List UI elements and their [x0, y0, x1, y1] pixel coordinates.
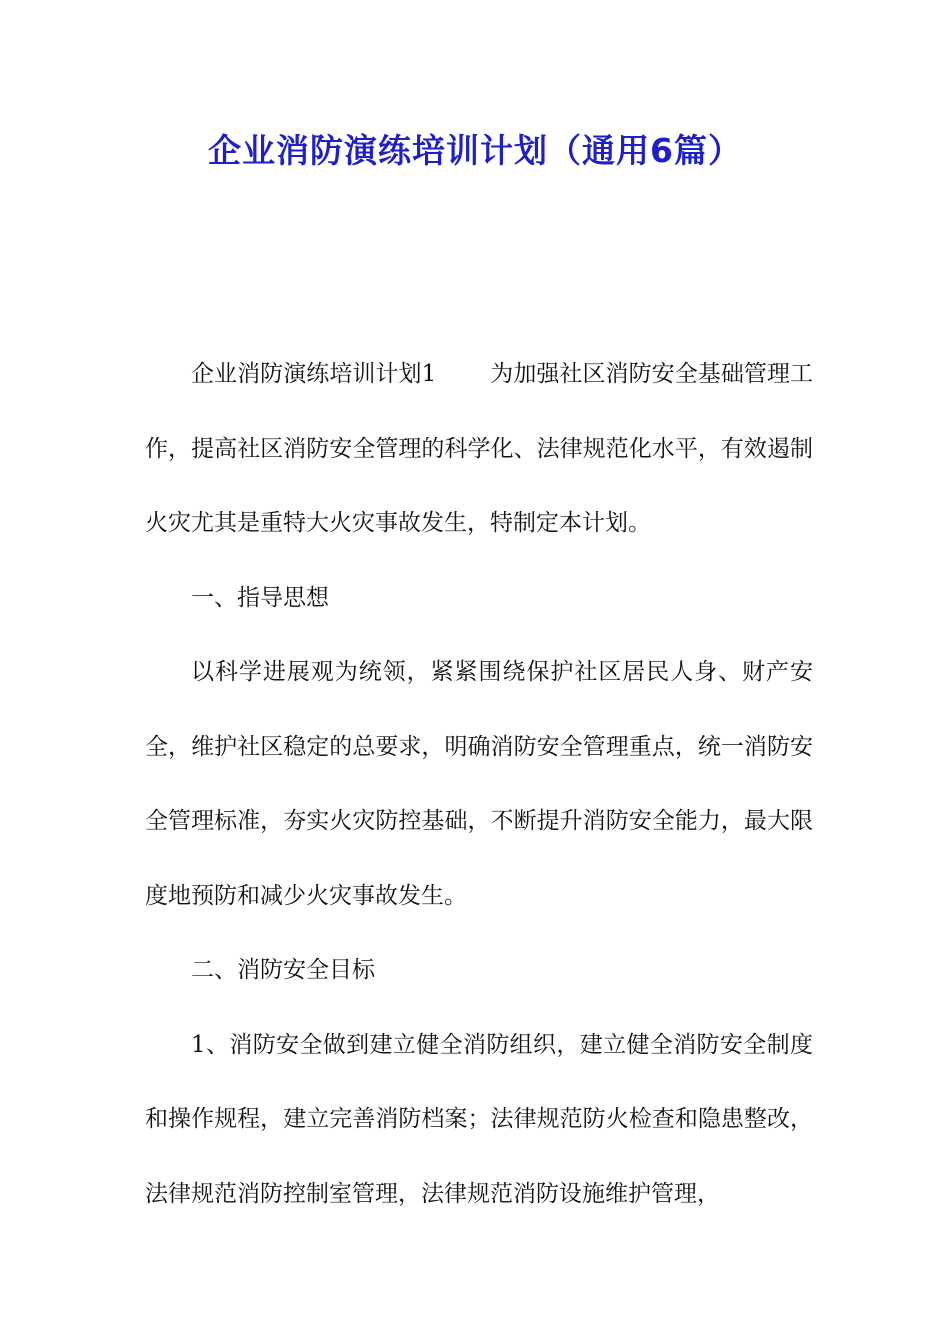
section-heading-guiding-thought: 一、指导思想	[191, 584, 329, 611]
paragraph-guiding-thought: 以科学进展观为统领，紧紧围绕保护社区居民人身、财产安全，维护社区稳定的总要求，明确消防安全管理重点，统一消防安全管理标准，夯实火灾防控基础，不断提升消防安全能力，最大限度地预防和减少火灾事故发生。	[145, 659, 813, 909]
document-body	[145, 337, 813, 1231]
section-lead-label: 企业消防演练培训计划1	[191, 361, 437, 387]
document-title: 企业消防演练培训计划（通用6篇）	[208, 131, 742, 170]
paragraph-intro	[145, 337, 813, 561]
intro-text: 为加强社区消防安全基础管理工作，提高社区消防安全管理的科学化、法律规范化水平，有效遏制火灾尤其是重特大火灾事故发生，特制定本计划。	[145, 361, 813, 536]
paragraph-safety-goal-1: 1、消防安全做到建立健全消防组织，建立健全消防安全制度和操作规程，建立完善消防档案；法律规范防火检查和隐患整改，法律规范消防控制室管理，法律规范消防设施维护管理，	[145, 1031, 813, 1207]
section-heading-safety-goals: 二、消防安全目标	[191, 957, 375, 983]
